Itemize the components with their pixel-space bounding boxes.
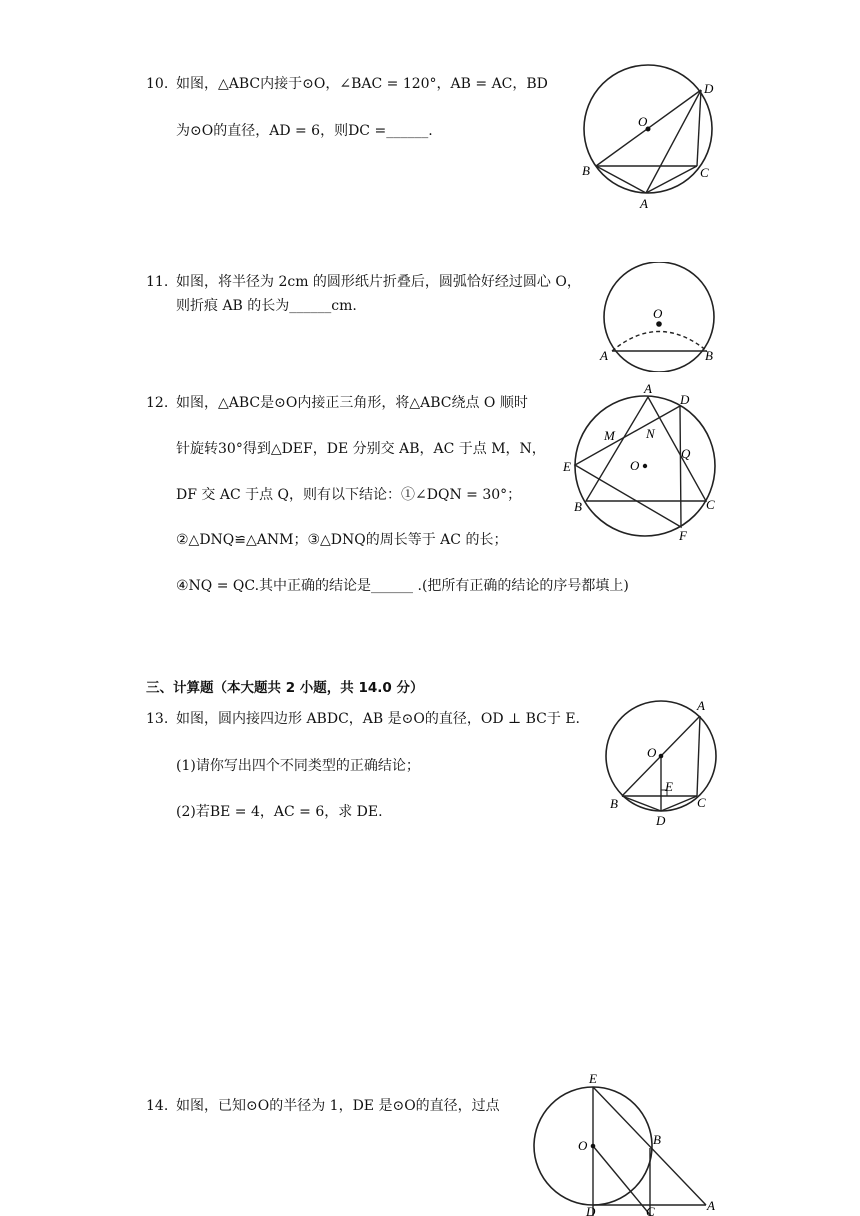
label-b: B bbox=[705, 348, 713, 363]
center-dot bbox=[643, 464, 647, 468]
question-text-line: 针旋转30°得到△DEF，DE 分别交 AB，AC 于点 M，N， bbox=[176, 441, 546, 457]
center-dot bbox=[591, 1144, 596, 1149]
label-b: B bbox=[653, 1132, 661, 1147]
center-dot bbox=[656, 321, 662, 327]
segment-bd bbox=[622, 796, 661, 811]
segment-ba bbox=[596, 166, 646, 193]
label-b: B bbox=[582, 163, 590, 178]
label-d: D bbox=[586, 1204, 596, 1216]
label-a: A bbox=[644, 381, 652, 396]
question-text-line: 如图，将半径为 2cm 的圆形纸片折叠后，圆弧恰好经过圆心 O， bbox=[176, 274, 581, 290]
label-o: O bbox=[630, 458, 640, 473]
label-a: A bbox=[697, 698, 705, 713]
center-dot bbox=[659, 754, 664, 759]
question-text-line: 如图，圆内接四边形 ABDC，AB 是⊙O的直径，OD ⊥ BC于 E. bbox=[176, 711, 580, 727]
question-text-line: 如图，△ABC是⊙O内接正三角形，将△ABC绕点 O 顺时 bbox=[176, 395, 528, 411]
q11-figure bbox=[595, 262, 725, 372]
label-c: C bbox=[706, 497, 715, 512]
label-a: A bbox=[600, 348, 608, 363]
question-number: 14. bbox=[146, 1098, 169, 1114]
label-o: O bbox=[647, 745, 657, 760]
label-e: E bbox=[589, 1071, 597, 1086]
label-a: A bbox=[707, 1198, 715, 1213]
question-text-line: ②△DNQ≌△ANM；③△DNQ的周长等于 AC 的长； bbox=[176, 532, 508, 548]
label-f: F bbox=[679, 528, 687, 543]
label-c: C bbox=[646, 1204, 655, 1216]
question-number: 11. bbox=[146, 274, 169, 290]
q10-figure bbox=[575, 60, 725, 215]
label-d: D bbox=[680, 392, 690, 407]
label-o: O bbox=[653, 306, 663, 321]
question-text-line: 如图，已知⊙O的半径为 1，DE 是⊙O的直径，过点 bbox=[176, 1098, 500, 1114]
label-e: E bbox=[665, 779, 673, 794]
question-number: 12. bbox=[146, 395, 169, 411]
segment-dc bbox=[697, 90, 701, 166]
label-m: M bbox=[604, 428, 615, 443]
q14-figure bbox=[528, 1070, 728, 1216]
label-b: B bbox=[610, 796, 618, 811]
label-d: D bbox=[656, 813, 666, 828]
question-text-line: DF 交 AC 于点 Q，则有以下结论：①∠DQN = 30°； bbox=[176, 487, 522, 503]
segment-ad bbox=[646, 90, 701, 193]
segment-ac bbox=[697, 716, 700, 796]
question-text-line: 为⊙O的直径，AD = 6，则DC =______. bbox=[176, 123, 433, 139]
triangle-def bbox=[575, 406, 681, 527]
section-heading: 三、计算题（本大题共 2 小题，共 14.0 分） bbox=[146, 680, 424, 696]
label-c: C bbox=[700, 165, 709, 180]
question-number: 13. bbox=[146, 711, 169, 727]
q13-figure bbox=[600, 695, 725, 830]
question-text-line: (1)请你写出四个不同类型的正确结论； bbox=[176, 758, 420, 774]
label-b: B bbox=[574, 499, 582, 514]
label-o: O bbox=[638, 114, 648, 129]
question-text-line: (2)若BE = 4，AC = 6，求 DE. bbox=[176, 804, 383, 820]
label-o: O bbox=[578, 1138, 588, 1153]
label-d: D bbox=[704, 81, 714, 96]
label-c: C bbox=[697, 795, 706, 810]
q12-figure bbox=[560, 380, 730, 545]
question-number: 10. bbox=[146, 76, 169, 92]
question-text-line: ④NQ = QC.其中正确的结论是______ .(把所有正确的结论的序号都填上) bbox=[176, 578, 629, 594]
label-n: N bbox=[646, 426, 655, 441]
label-a: A bbox=[640, 196, 648, 211]
label-e: E bbox=[563, 459, 571, 474]
label-q: Q bbox=[681, 446, 691, 461]
question-text-line: 则折痕 AB 的长为______cm. bbox=[176, 298, 357, 314]
fold-arc bbox=[612, 332, 707, 352]
question-text-line: 如图，△ABC内接于⊙O，∠BAC = 120°，AB = AC，BD bbox=[176, 76, 548, 92]
